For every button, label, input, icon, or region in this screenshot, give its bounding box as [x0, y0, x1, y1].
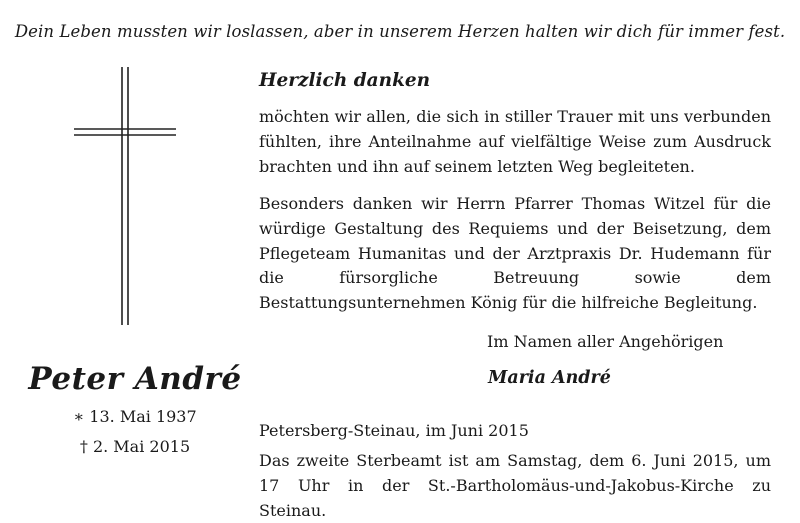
deceased-name: Peter André	[28, 361, 242, 397]
death-date: † 2. Mai 2015	[79, 437, 191, 456]
cross-icon	[60, 63, 190, 328]
motto-quote: Dein Leben mussten wir loslassen, aber in unserem Herzen halten wir dich für immer fest.	[14, 22, 786, 41]
thanks-paragraph: möchten wir allen, die sich in stiller Trauer mit uns verbunden fühlten, ihre Anteilnahme auf vielfältige Weise zum Ausdruck brachten und ihn auf seinem letzten Weg begleiteten.	[259, 107, 771, 176]
signature-intro: Im Namen aller Angehörigen	[487, 332, 724, 351]
place-date: Petersberg-Steinau, im Juni 2015	[259, 421, 529, 440]
burial-info: Das zweite Sterbeamt ist am Samstag, dem 6. Juni 2015, um 17 Uhr in der St.-Bartholomäus-und-Jakobus-Kirche zu Steinau.	[259, 451, 771, 520]
birth-date: ∗ 13. Mai 1937	[73, 407, 197, 426]
thanks-heading: Herzlich danken	[259, 70, 431, 91]
life-dates	[0, 402, 270, 462]
signature-name: Maria André	[488, 368, 611, 388]
special-thanks-paragraph: Besonders danken wir Herrn Pfarrer Thomas Witzel für die würdige Gestaltung des Requiems und der Beisetzung, dem Pflegeteam Humanitas und der Arztpraxis Dr. Hudemann für die fürsorgliche Betreuung sowie dem Bestattungsunternehmen König für die hilfreiche Begleitung.	[259, 194, 771, 313]
